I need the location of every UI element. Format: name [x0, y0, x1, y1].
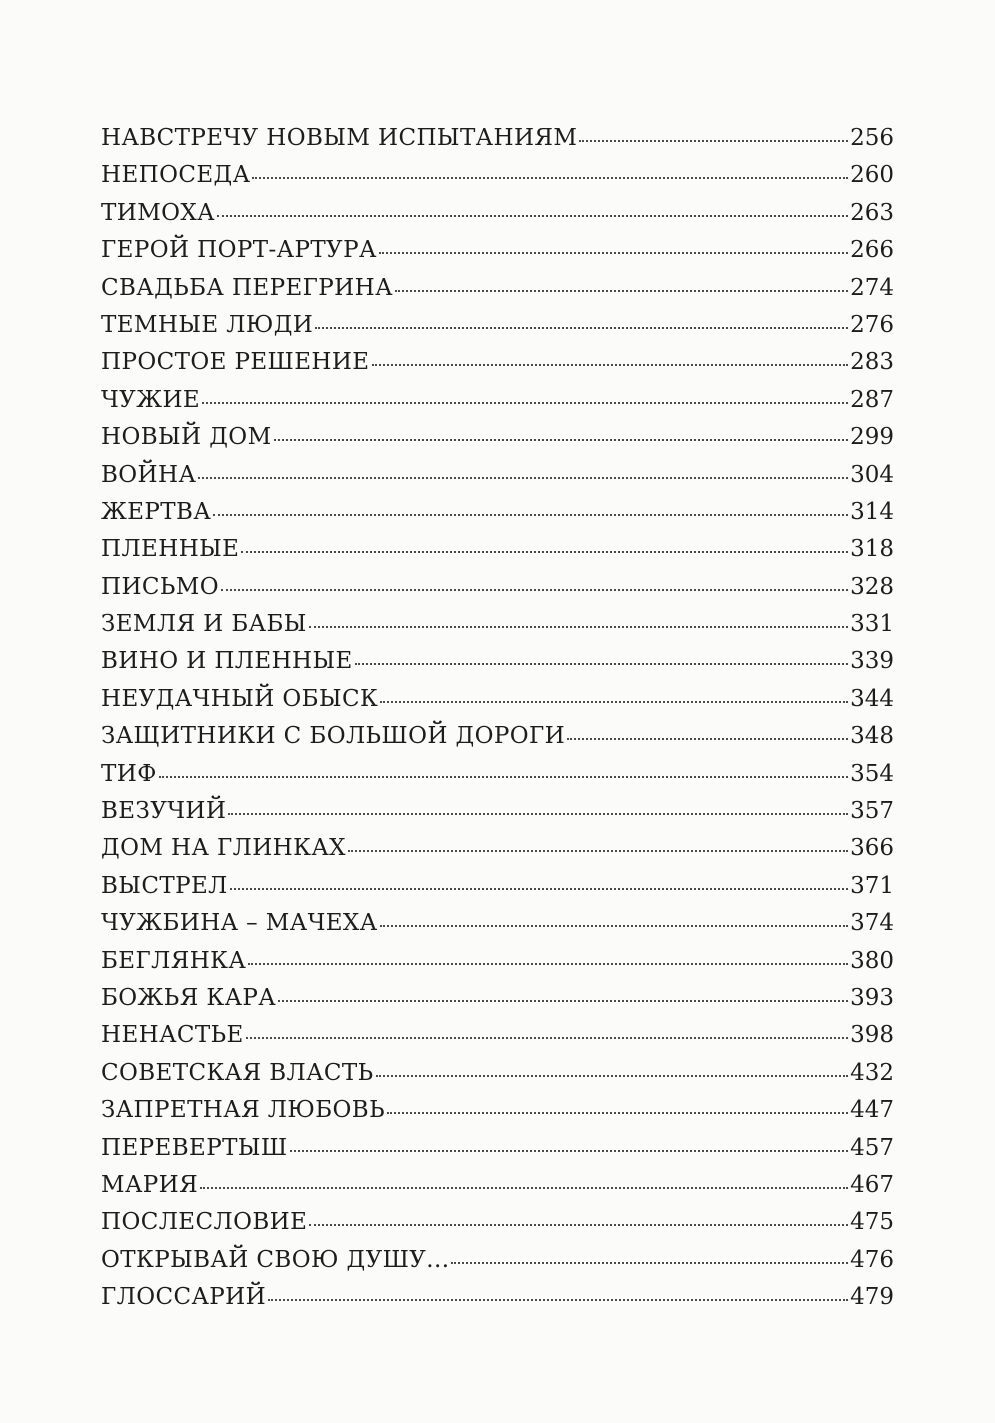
- toc-entry: [101, 275, 894, 312]
- toc-entry-page-number: 457: [850, 1134, 894, 1161]
- toc-entry-page-number: 475: [850, 1209, 894, 1236]
- toc-entry-page-number: 447: [850, 1097, 894, 1124]
- dot-leader: [380, 925, 849, 927]
- toc-entry-title: ВОЙНА: [101, 461, 197, 488]
- toc-entry: [101, 910, 894, 947]
- dot-leader: [198, 477, 848, 479]
- toc-entry-page-number: 348: [850, 723, 894, 750]
- dot-leader: [579, 140, 848, 142]
- dot-leader: [274, 439, 849, 441]
- toc-entry-title: ЗАПРЕТНАЯ ЛЮБОВЬ: [101, 1097, 385, 1124]
- dot-leader: [221, 589, 848, 591]
- toc-entry-title: ТИФ: [101, 760, 157, 787]
- dot-leader: [309, 1224, 848, 1226]
- toc-entry: [101, 835, 894, 872]
- toc-entry: [101, 574, 894, 611]
- toc-entry-page-number: 398: [850, 1022, 894, 1049]
- toc-entry: [101, 1022, 894, 1059]
- toc-entry-page-number: 328: [850, 573, 894, 600]
- toc-entry-page-number: 287: [850, 386, 894, 413]
- toc-entry-title: ПРОСТОЕ РЕШЕНИЕ: [101, 349, 370, 376]
- toc-entry: [101, 312, 894, 349]
- toc-entry-title: НОВЫЙ ДОМ: [101, 424, 272, 451]
- toc-entry-title: СВАДЬБА ПЕРЕГРИНА: [101, 274, 393, 301]
- toc-entry-page-number: 432: [850, 1059, 894, 1086]
- toc-entry-title: ТЕМНЫЕ ЛЮДИ: [101, 311, 314, 338]
- toc-entry-title: ПИСЬМО: [101, 573, 220, 600]
- dot-leader: [241, 551, 848, 553]
- dot-leader: [451, 1262, 848, 1264]
- toc-entry: [101, 761, 894, 798]
- toc-entry-title: БЕГЛЯНКА: [101, 947, 247, 974]
- toc-entry-page-number: 260: [850, 162, 894, 189]
- toc-entry: [101, 1209, 894, 1246]
- toc-entry-page-number: 374: [850, 910, 894, 937]
- dot-leader: [200, 1187, 848, 1189]
- toc-entry-title: ЧУЖБИНА – МАЧЕХА: [101, 910, 378, 937]
- toc-entry-title: БОЖЬЯ КАРА: [101, 984, 277, 1011]
- toc-entry: [101, 237, 894, 274]
- toc-entry: [101, 499, 894, 536]
- dot-leader: [379, 252, 848, 254]
- toc-entry-page-number: 339: [850, 648, 894, 675]
- toc-entry-title: СОВЕТСКАЯ ВЛАСТЬ: [101, 1059, 374, 1086]
- table-of-contents: [101, 125, 894, 1322]
- dot-leader: [309, 626, 848, 628]
- toc-entry-title: ПЛЕННЫЕ: [101, 536, 240, 563]
- toc-entry: [101, 1135, 894, 1172]
- toc-entry-title: НЕНАСТЬЕ: [101, 1022, 244, 1049]
- toc-entry: [101, 125, 894, 162]
- dot-leader: [213, 514, 848, 516]
- toc-entry-title: ТИМОХА: [101, 199, 215, 226]
- toc-entry-title: ВЫСТРЕЛ: [101, 872, 228, 899]
- toc-entry-title: ВИНО И ПЛЕННЫЕ: [101, 648, 353, 675]
- toc-entry-title: НЕУДАЧНЫЙ ОБЫСК: [101, 685, 379, 712]
- toc-entry-title: ПОСЛЕСЛОВИЕ: [101, 1209, 308, 1236]
- toc-entry: [101, 536, 894, 573]
- toc-entry-page-number: 276: [850, 311, 894, 338]
- toc-entry-title: ГЛОССАРИЙ: [101, 1284, 267, 1311]
- toc-entry: [101, 1284, 894, 1321]
- toc-entry: [101, 1060, 894, 1097]
- toc-entry: [101, 349, 894, 386]
- dot-leader: [348, 850, 848, 852]
- toc-entry-page-number: 314: [850, 498, 894, 525]
- toc-entry-page-number: 467: [850, 1171, 894, 1198]
- dot-leader: [387, 1112, 848, 1114]
- toc-entry-page-number: 476: [850, 1246, 894, 1273]
- dot-leader: [252, 177, 848, 179]
- toc-entry-title: ЧУЖИЕ: [101, 386, 201, 413]
- toc-entry-title: ДОМ НА ГЛИНКАХ: [101, 835, 346, 862]
- dot-leader: [278, 1000, 848, 1002]
- toc-entry: [101, 611, 894, 648]
- toc-entry-page-number: 371: [850, 872, 894, 899]
- dot-leader: [246, 1037, 848, 1039]
- toc-entry-page-number: 274: [850, 274, 894, 301]
- dot-leader: [380, 701, 848, 703]
- toc-entry: [101, 424, 894, 461]
- toc-entry: [101, 686, 894, 723]
- toc-entry: [101, 873, 894, 910]
- dot-leader: [230, 888, 848, 890]
- dot-leader: [268, 1299, 848, 1301]
- toc-entry-page-number: 283: [850, 349, 894, 376]
- toc-entry-page-number: 266: [850, 237, 894, 264]
- toc-entry-title: МАРИЯ: [101, 1171, 199, 1198]
- dot-leader: [228, 813, 848, 815]
- toc-entry: [101, 462, 894, 499]
- dot-leader: [202, 402, 848, 404]
- toc-entry-page-number: 318: [850, 536, 894, 563]
- toc-entry-title: НАВСТРЕЧУ НОВЫМ ИСПЫТАНИЯМ: [101, 125, 578, 151]
- toc-entry: [101, 1172, 894, 1209]
- dot-leader: [248, 963, 848, 965]
- dot-leader: [567, 738, 848, 740]
- dot-leader: [355, 663, 848, 665]
- toc-entry: [101, 985, 894, 1022]
- toc-entry: [101, 1097, 894, 1134]
- toc-entry-page-number: 357: [850, 798, 894, 825]
- toc-entry: [101, 723, 894, 760]
- dot-leader: [395, 290, 848, 292]
- dot-leader: [315, 327, 848, 329]
- toc-entry: [101, 648, 894, 685]
- dot-leader: [217, 215, 848, 217]
- toc-entry: [101, 798, 894, 835]
- toc-entry-page-number: 354: [850, 760, 894, 787]
- toc-entry-title: ЗАЩИТНИКИ С БОЛЬШОЙ ДОРОГИ: [101, 723, 566, 750]
- toc-entry-page-number: 304: [850, 461, 894, 488]
- toc-entry: [101, 200, 894, 237]
- toc-entry-page-number: 366: [850, 835, 894, 862]
- toc-entry-page-number: 344: [850, 685, 894, 712]
- toc-entry-title: ВЕЗУЧИЙ: [101, 798, 227, 825]
- toc-entry: [101, 162, 894, 199]
- toc-entry-page-number: 331: [850, 611, 894, 638]
- toc-entry: [101, 387, 894, 424]
- toc-entry-page-number: 380: [850, 947, 894, 974]
- dot-leader: [159, 776, 848, 778]
- dot-leader: [372, 364, 849, 366]
- toc-entry-page-number: 263: [850, 199, 894, 226]
- dot-leader: [376, 1075, 849, 1077]
- toc-entry-page-number: 256: [850, 125, 894, 151]
- toc-entry-title: ПЕРЕВЕРТЫШ: [101, 1134, 288, 1161]
- toc-entry-title: ЖЕРТВА: [101, 498, 212, 525]
- toc-entry-page-number: 299: [850, 424, 894, 451]
- toc-entry: [101, 948, 894, 985]
- toc-entry-page-number: 393: [850, 984, 894, 1011]
- toc-entry-title: НЕПОСЕДА: [101, 162, 251, 189]
- dot-leader: [290, 1150, 849, 1152]
- toc-entry-title: ЗЕМЛЯ И БАБЫ: [101, 611, 307, 638]
- toc-entry: [101, 1247, 894, 1284]
- toc-entry-page-number: 479: [850, 1284, 894, 1311]
- toc-entry-title: ОТКРЫВАЙ СВОЮ ДУШУ...: [101, 1246, 450, 1273]
- toc-entry-title: ГЕРОЙ ПОРТ-АРТУРА: [101, 237, 377, 264]
